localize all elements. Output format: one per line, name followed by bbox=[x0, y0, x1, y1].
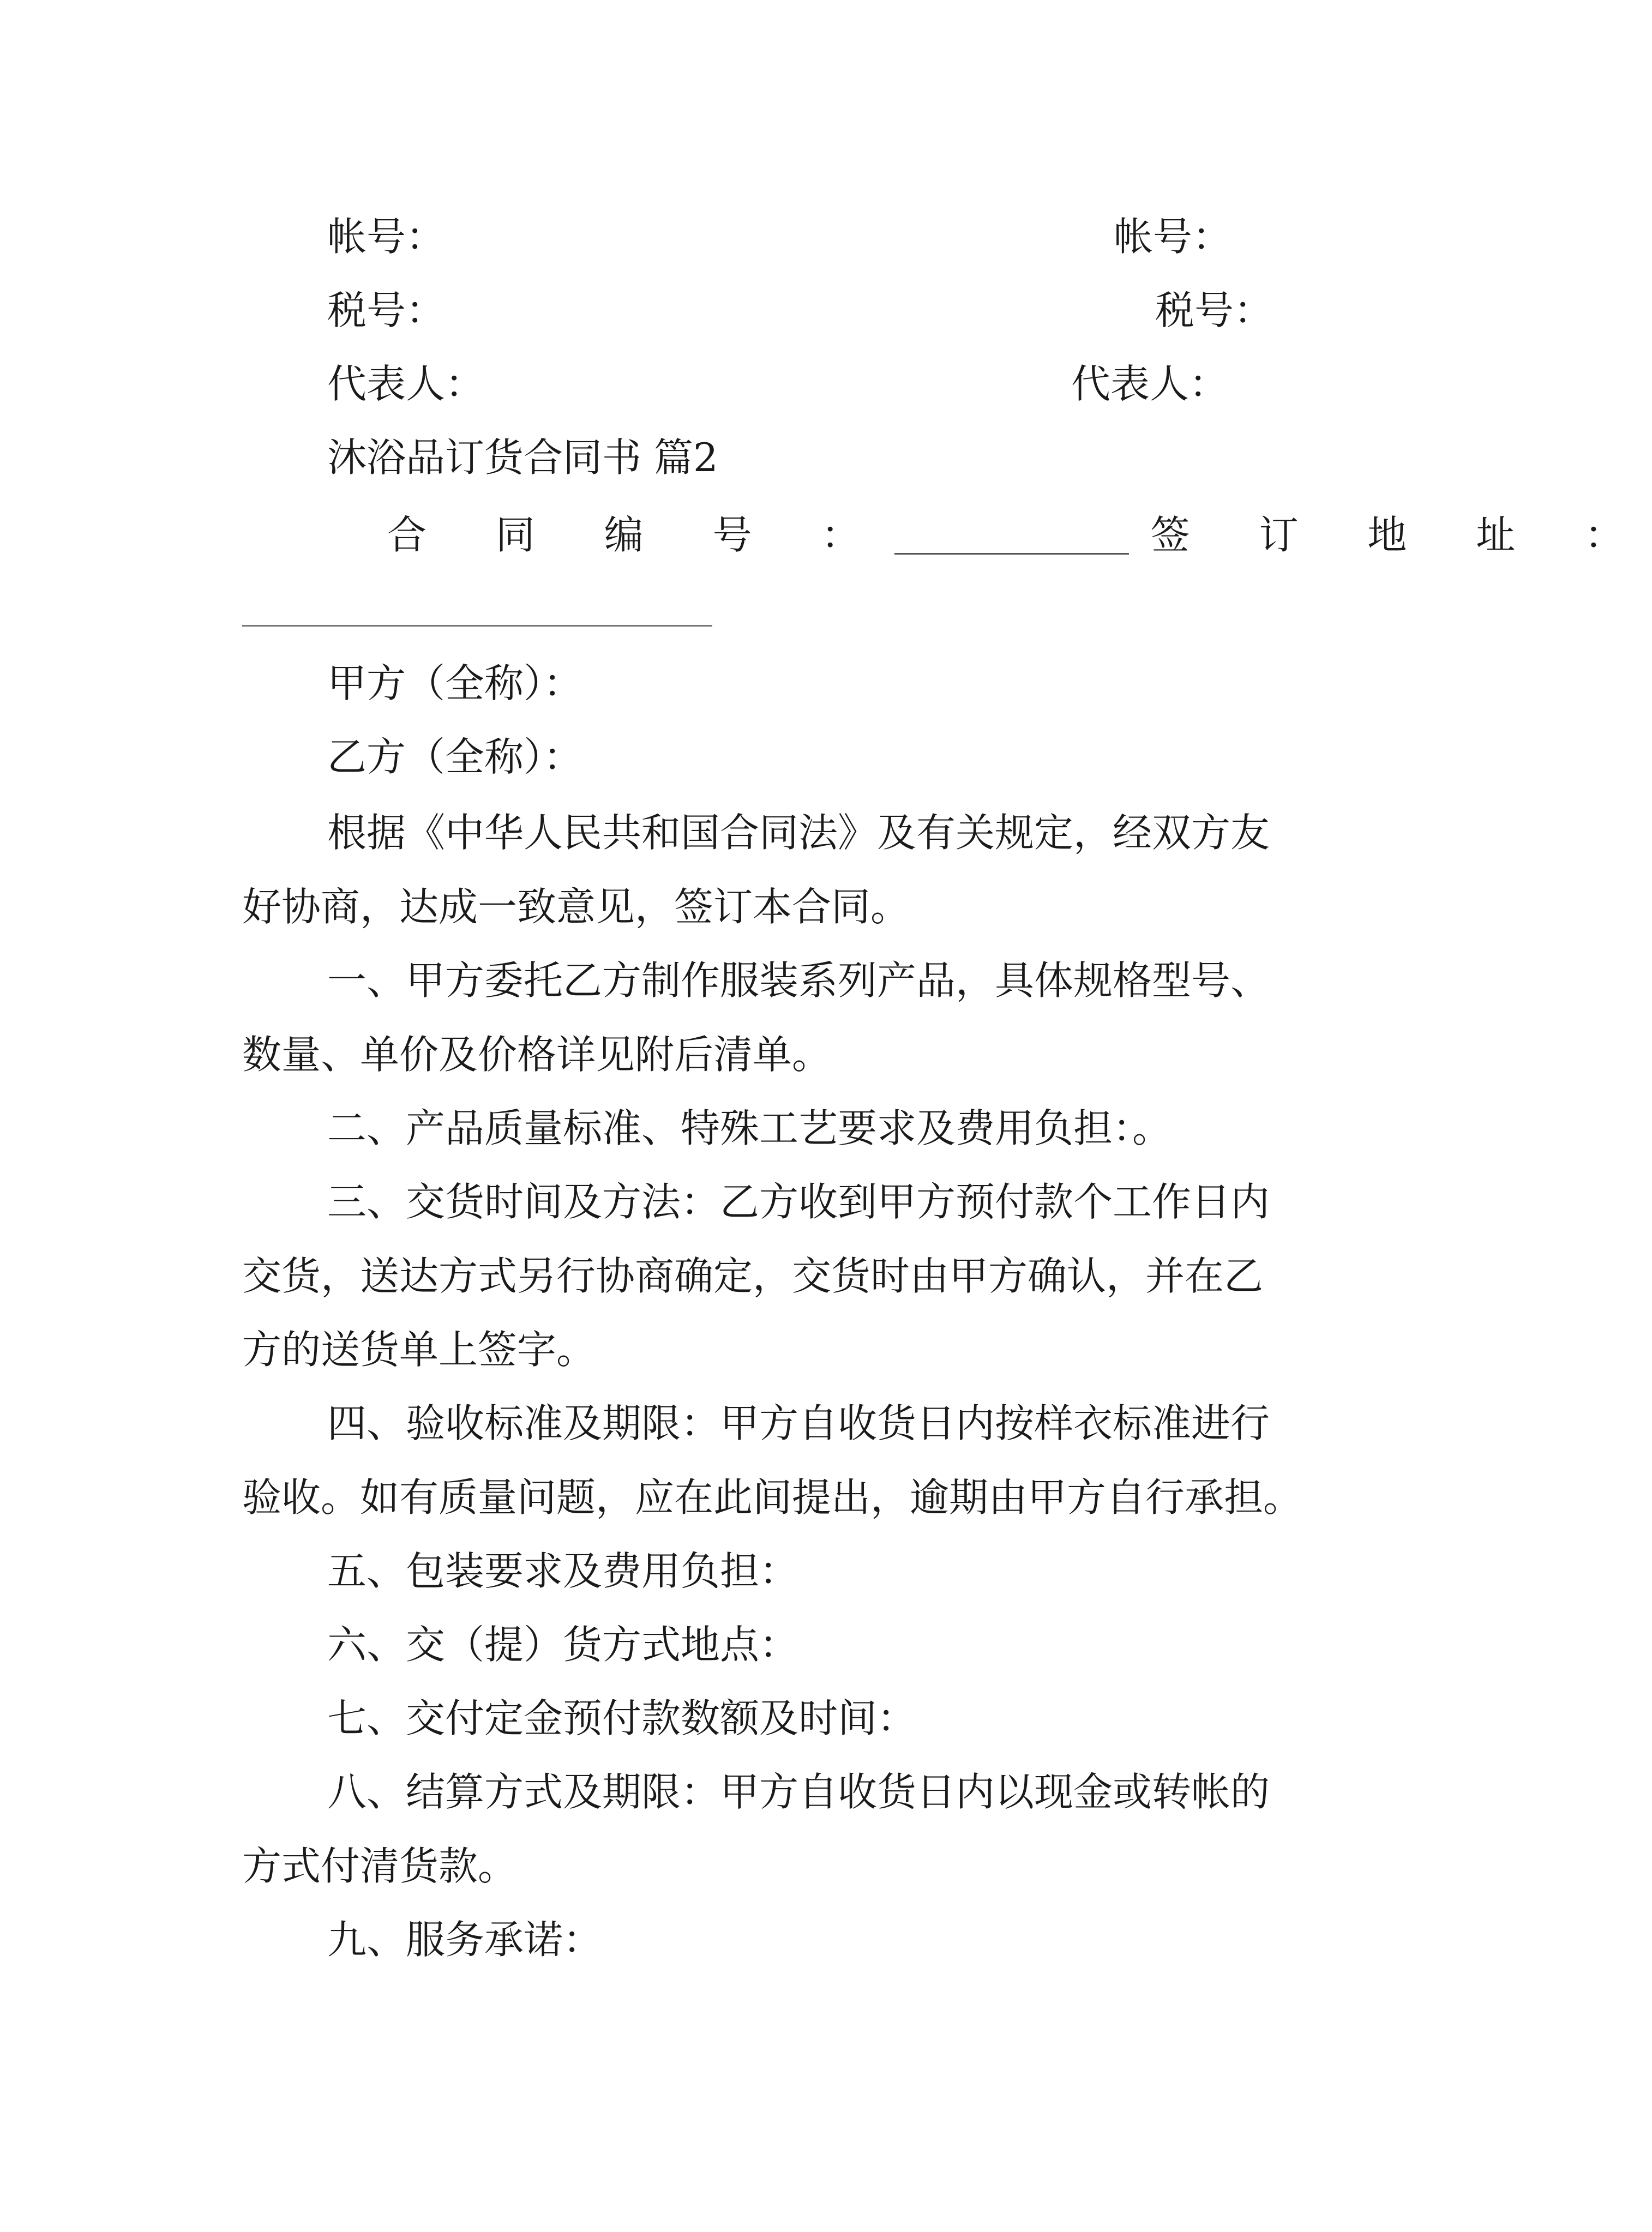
clause-7: 七、交付定金预付款数额及时间： bbox=[327, 1695, 917, 1741]
clause-8-line-2: 方式付清货款。 bbox=[242, 1843, 518, 1889]
contract-number-label: 合 同 编 号 ： bbox=[387, 512, 889, 558]
right-account-label: 帐号： bbox=[1114, 214, 1232, 260]
clause-1-line-1: 一、甲方委托乙方制作服装系列产品，具体规格型号、 bbox=[327, 958, 1270, 1003]
sign-address-label: 签 订 地 址 ： bbox=[1150, 512, 1652, 558]
left-representative-label: 代表人： bbox=[327, 361, 485, 407]
contract-number-row bbox=[387, 512, 1652, 558]
clause-3-line-1: 三、交货时间及方法：乙方收到甲方预付款个工作日内 bbox=[327, 1179, 1270, 1225]
party-a-label: 甲方（全称）： bbox=[327, 660, 583, 706]
section-title: 沐浴品订货合同书 篇2 bbox=[327, 435, 718, 480]
clause-3-line-3: 方的送货单上签字。 bbox=[242, 1327, 596, 1373]
clause-5: 五、包装要求及费用负担： bbox=[327, 1548, 799, 1594]
clause-4-line-2: 验收。如有质量问题，应在此间提出，逾期由甲方自行承担。 bbox=[242, 1475, 1303, 1520]
clause-1-line-2: 数量、单价及价格详见附后清单。 bbox=[242, 1032, 832, 1078]
left-tax-id-label: 税号： bbox=[327, 287, 446, 333]
right-representative-label: 代表人： bbox=[1071, 361, 1229, 407]
clause-2: 二、产品质量标准、特殊工艺要求及费用负担：。 bbox=[327, 1105, 1172, 1151]
clause-9: 九、服务承诺： bbox=[327, 1917, 603, 1963]
intro-line-2: 好协商，达成一致意见，签订本合同。 bbox=[242, 884, 910, 930]
sign-address-blank bbox=[242, 625, 712, 627]
right-tax-id-label: 税号： bbox=[1155, 287, 1273, 333]
clause-8-line-1: 八、结算方式及期限：甲方自收货日内以现金或转帐的 bbox=[327, 1769, 1270, 1815]
intro-line-1: 根据《中华人民共和国合同法》及有关规定，经双方友 bbox=[327, 810, 1270, 856]
contract-number-blank bbox=[894, 520, 1129, 555]
party-b-label: 乙方（全称）： bbox=[327, 734, 583, 780]
left-account-label: 帐号： bbox=[327, 214, 446, 260]
clause-6: 六、交（提）货方式地点： bbox=[327, 1622, 799, 1668]
clause-4-line-1: 四、验收标准及期限：甲方自收货日内按样衣标准进行 bbox=[327, 1400, 1270, 1446]
clause-3-line-2: 交货，送达方式另行协商确定，交货时由甲方确认，并在乙 bbox=[242, 1253, 1264, 1299]
